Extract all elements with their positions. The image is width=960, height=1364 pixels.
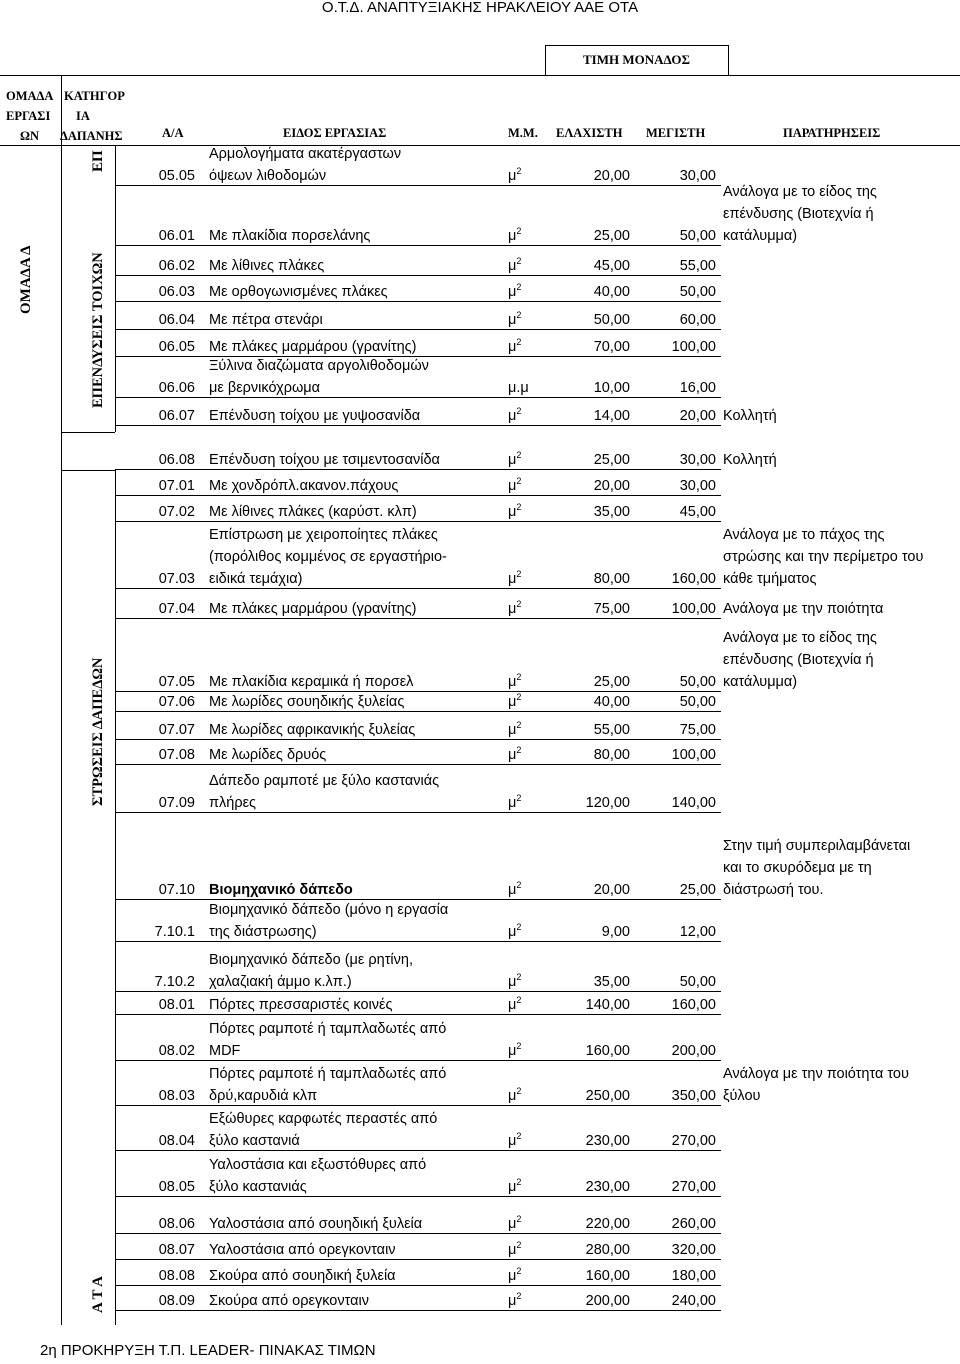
row-min-price: 55,00 xyxy=(593,722,630,738)
row-unit: $\mu^2$ xyxy=(508,1291,522,1309)
category-label: Α Τ Α xyxy=(90,1276,106,1314)
row-code: 07.02 xyxy=(158,504,195,520)
row-description: Πόρτες ραμποτέ ή ταμπλαδωτές από xyxy=(209,1066,447,1082)
row-description: Με πλακίδια πορσελάνης xyxy=(209,228,371,244)
row-code: 08.06 xyxy=(158,1216,195,1232)
row-unit: $\mu^2$ xyxy=(508,880,522,898)
row-description: Βιομηχανικό δάπεδο xyxy=(209,882,353,898)
row-unit: $\mu^2$ xyxy=(508,720,522,738)
row-min-price: 200,00 xyxy=(585,1293,630,1309)
row-min-price: 70,00 xyxy=(593,339,630,355)
row-description: Δάπεδο ραμποτέ με ξύλο καστανιάς xyxy=(209,773,440,789)
row-unit: $\mu^2$ xyxy=(508,1214,522,1232)
row-code: 08.02 xyxy=(158,1043,195,1059)
row-border xyxy=(115,275,721,276)
row-border xyxy=(115,245,721,246)
row-description: της διάστρωσης) xyxy=(209,924,317,940)
row-max-price: 25,00 xyxy=(679,882,716,898)
row-border xyxy=(115,739,721,740)
unit-superscript: 2 xyxy=(516,1266,522,1277)
row-description: πλήρες xyxy=(209,795,257,811)
row-min-price: 220,00 xyxy=(585,1216,630,1232)
row-border xyxy=(115,495,721,496)
col-notes-header: ΠΑΡΑΤΗΡΗΣΕΙΣ xyxy=(783,126,881,140)
row-min-price: 140,00 xyxy=(585,997,630,1013)
row-description: Σκούρα από σουηδική ξυλεία xyxy=(209,1268,396,1284)
row-min-price: 9,00 xyxy=(601,924,630,940)
unit-superscript: 2 xyxy=(516,569,522,580)
row-unit: $\mu^2$ xyxy=(508,599,522,617)
row-min-price: 20,00 xyxy=(593,478,630,494)
unit-superscript: 2 xyxy=(516,599,522,610)
row-max-price: 180,00 xyxy=(671,1268,716,1284)
price-group-header: ΤΙΜΗ ΜΟΝΑΔΟΣ xyxy=(583,52,690,67)
unit-superscript: 2 xyxy=(516,166,522,177)
row-description: ειδικά τεμάχια) xyxy=(209,571,303,587)
row-unit: $\mu^2$ xyxy=(508,1131,522,1149)
row-description: Με πλάκες μαρμάρου (γρανίτης) xyxy=(209,339,417,355)
row-max-price: 200,00 xyxy=(671,1043,716,1059)
row-notes: Κολλητή xyxy=(723,452,777,468)
row-border xyxy=(115,1196,721,1197)
row-unit: $\mu^2$ xyxy=(508,226,522,244)
row-code: 06.03 xyxy=(158,284,195,300)
row-unit: $\mu^2$ xyxy=(508,476,522,494)
row-min-price: 120,00 xyxy=(585,795,630,811)
row-code: 05.05 xyxy=(158,168,195,184)
col-category-header-line: ΚΑΤΗΓΟΡ xyxy=(64,89,125,103)
row-border xyxy=(115,691,721,692)
row-unit: $\mu^2$ xyxy=(508,745,522,763)
row-notes: επένδυσης (Βιοτεχνία ή xyxy=(723,206,874,222)
row-notes: Κολλητή xyxy=(723,408,777,424)
row-max-price: 50,00 xyxy=(679,284,716,300)
unit-superscript: 2 xyxy=(516,692,522,703)
row-max-price: 45,00 xyxy=(679,504,716,520)
row-notes: κατάλυμμα) xyxy=(723,674,798,690)
col-max-header: ΜΕΓΙΣΤΗ xyxy=(646,126,706,140)
row-border xyxy=(115,1060,721,1061)
row-notes: Ανάλογα με το πάχος της xyxy=(723,527,885,543)
category-label: ΣΤΡΩΣΕΙΣ ΔΑΠΕΔΩΝ xyxy=(90,657,106,807)
row-max-price: 160,00 xyxy=(671,571,716,587)
unit-superscript: 2 xyxy=(516,972,522,983)
row-border xyxy=(115,991,721,992)
row-unit: $\mu^2$ xyxy=(508,502,522,520)
row-border xyxy=(115,521,721,522)
row-border xyxy=(115,711,721,712)
row-border xyxy=(115,812,721,813)
row-description: ξύλο καστανιάς xyxy=(209,1179,307,1195)
row-max-price: 320,00 xyxy=(671,1242,716,1258)
row-description: Επίστρωση με χειροποίητες πλάκες xyxy=(209,527,438,543)
row-min-price: 25,00 xyxy=(593,674,630,690)
row-description: Πόρτες ραμποτέ ή ταμπλαδωτές από xyxy=(209,1021,447,1037)
unit-superscript: 2 xyxy=(516,880,522,891)
row-notes: Ανάλογα με το είδος της xyxy=(723,184,877,200)
row-code: 08.09 xyxy=(158,1293,195,1309)
category-separator xyxy=(61,432,115,433)
row-code: 06.04 xyxy=(158,312,195,328)
unit-superscript: 2 xyxy=(516,1291,522,1302)
row-min-price: 230,00 xyxy=(585,1133,630,1149)
row-code: 07.05 xyxy=(158,674,195,690)
row-max-price: 140,00 xyxy=(671,795,716,811)
row-description: Υαλοστάσια από ορεγκονταιν xyxy=(209,1242,396,1258)
row-code: 08.08 xyxy=(158,1268,195,1284)
category-label: ΕΠΕΝΔΥΣΕΙΣ ΤΟΙΧΩΝ xyxy=(90,252,106,408)
price-group-right-border xyxy=(728,45,729,75)
row-code: 08.07 xyxy=(158,1242,195,1258)
row-max-price: 20,00 xyxy=(679,408,716,424)
row-description: Με πλακίδια κεραμικά ή πορσελ xyxy=(209,674,414,690)
row-border xyxy=(115,397,721,398)
row-description: Με λωρίδες αφρικανικής ξυλείας xyxy=(209,722,416,738)
row-max-price: 100,00 xyxy=(671,601,716,617)
row-max-price: 50,00 xyxy=(679,674,716,690)
price-group-top-border xyxy=(545,45,728,46)
row-unit: $\mu^2$ xyxy=(508,282,522,300)
row-description: δρύ,καρυδιά κλπ xyxy=(209,1088,318,1104)
row-min-price: 160,00 xyxy=(585,1043,630,1059)
col-category-header-line: ΔΑΠΑΝΗΣ xyxy=(60,129,123,143)
row-unit: $\mu^2$ xyxy=(508,569,522,587)
row-max-price: 30,00 xyxy=(679,452,716,468)
row-unit: $\mu^2$ xyxy=(508,406,522,424)
row-notes: ξύλου xyxy=(723,1088,761,1104)
row-min-price: 280,00 xyxy=(585,1242,630,1258)
row-max-price: 100,00 xyxy=(671,339,716,355)
row-description: Με χονδρόπλ.ακανον.πάχους xyxy=(209,478,399,494)
unit-superscript: 2 xyxy=(516,720,522,731)
unit-superscript: 2 xyxy=(516,406,522,417)
unit-superscript: 2 xyxy=(516,1086,522,1097)
page-title: Ο.Τ.Δ. ΑΝΑΠΤΥΞΙΑΚΗΣ ΗΡΑΚΛΕΙΟΥ ΑΑΕ ΟΤΑ xyxy=(321,0,639,16)
row-min-price: 35,00 xyxy=(593,504,630,520)
unit-superscript: 2 xyxy=(516,1177,522,1188)
page-footer: 2η ΠΡΟΚΗΡΥΞΗ Τ.Π. LEADER- ΠΙΝΑΚΑΣ ΤΙΜΩΝ xyxy=(40,1342,376,1359)
row-border xyxy=(115,301,721,302)
row-notes: Ανάλογα με το είδος της xyxy=(723,630,877,646)
row-notes: και το σκυρόδεμα με τη xyxy=(723,860,872,876)
row-code: 08.03 xyxy=(158,1088,195,1104)
row-unit: $\mu^2$ xyxy=(508,972,522,990)
row-max-price: 50,00 xyxy=(679,694,716,710)
unit-superscript: 2 xyxy=(516,502,522,513)
col-category-header-line: ΙΑ xyxy=(76,109,90,123)
row-min-price: 160,00 xyxy=(585,1268,630,1284)
row-border xyxy=(115,941,721,942)
row-unit: $\mu^2$ xyxy=(508,166,522,184)
row-code: 07.01 xyxy=(158,478,195,494)
row-unit: μ.μ xyxy=(508,380,529,396)
category-label: ΕΠ xyxy=(90,150,106,172)
row-min-price: 50,00 xyxy=(593,312,630,328)
row-code: 08.01 xyxy=(158,997,195,1013)
row-border xyxy=(115,185,721,186)
col-unit-header: Μ.Μ. xyxy=(508,126,538,140)
row-border xyxy=(115,1014,721,1015)
row-notes: κάθε τμήματος xyxy=(723,571,817,587)
row-min-price: 25,00 xyxy=(593,228,630,244)
row-border xyxy=(115,425,721,426)
row-description: Επένδυση τοίχου με γυψοσανίδα xyxy=(209,408,421,424)
row-description: με βερνικόχρωμα xyxy=(209,380,321,396)
header-bottom-border xyxy=(0,145,960,146)
col-group-header xyxy=(6,86,53,146)
row-max-price: 240,00 xyxy=(671,1293,716,1309)
row-unit: $\mu^2$ xyxy=(508,256,522,274)
row-min-price: 20,00 xyxy=(593,882,630,898)
row-unit: $\mu^2$ xyxy=(508,310,522,328)
unit-superscript: 2 xyxy=(516,337,522,348)
row-code: 06.01 xyxy=(158,228,195,244)
row-notes: κατάλυμμα) xyxy=(723,228,798,244)
row-code: 07.08 xyxy=(158,747,195,763)
row-code: 7.10.2 xyxy=(154,974,195,990)
row-code: 06.08 xyxy=(158,452,195,468)
col-work-header: ΕΙΔΟΣ ΕΡΓΑΣΙΑΣ xyxy=(283,126,387,140)
row-border xyxy=(115,1150,721,1151)
row-border xyxy=(115,1105,721,1106)
group-label: ΟΜΑΔΑ Δ xyxy=(18,245,34,315)
row-border xyxy=(115,1233,721,1234)
row-max-price: 30,00 xyxy=(679,168,716,184)
row-unit: $\mu^2$ xyxy=(508,1086,522,1104)
row-code: 08.05 xyxy=(158,1179,195,1195)
row-max-price: 50,00 xyxy=(679,974,716,990)
row-border xyxy=(115,1259,721,1260)
row-notes: Στην τιμή συμπεριλαμβάνεται xyxy=(723,838,911,854)
row-border xyxy=(115,618,721,619)
row-min-price: 20,00 xyxy=(593,168,630,184)
row-unit: $\mu^2$ xyxy=(508,1266,522,1284)
row-min-price: 40,00 xyxy=(593,284,630,300)
row-min-price: 80,00 xyxy=(593,747,630,763)
row-unit: $\mu^2$ xyxy=(508,672,522,690)
row-description: Επένδυση τοίχου με τσιμεντοσανίδα xyxy=(209,452,440,468)
row-notes: Ανάλογα με την ποιότητα του xyxy=(723,1066,909,1082)
row-description: Με λίθινες πλάκες (καρύστ. κλπ) xyxy=(209,504,417,520)
row-border xyxy=(115,1285,721,1286)
unit-superscript: 2 xyxy=(516,450,522,461)
row-description: χαλαζιακή άμμο κ.λπ.) xyxy=(209,974,352,990)
row-max-price: 16,00 xyxy=(679,380,716,396)
row-description: Υαλοστάσια από σουηδική ξυλεία xyxy=(209,1216,423,1232)
row-unit: $\mu^2$ xyxy=(508,995,522,1013)
row-max-price: 160,00 xyxy=(671,997,716,1013)
row-code: 07.06 xyxy=(158,694,195,710)
col-group-header-line: ΩΝ xyxy=(20,129,40,143)
row-unit: $\mu^2$ xyxy=(508,1240,522,1258)
row-unit: $\mu^2$ xyxy=(508,692,522,710)
row-description: MDF xyxy=(209,1043,241,1059)
row-notes: Ανάλογα με την ποιότητα xyxy=(723,601,884,617)
row-code: 07.04 xyxy=(158,601,195,617)
row-min-price: 250,00 xyxy=(585,1088,630,1104)
row-description: Με ορθογωνισμένες πλάκες xyxy=(209,284,388,300)
row-unit: $\mu^2$ xyxy=(508,793,522,811)
row-code: 08.04 xyxy=(158,1133,195,1149)
col-group-header-line: ΟΜΑΔΑ xyxy=(6,89,54,103)
unit-superscript: 2 xyxy=(516,672,522,683)
row-border xyxy=(115,469,721,470)
row-description: Αρμολογήματα ακατέργαστων xyxy=(209,146,402,162)
unit-superscript: 2 xyxy=(516,282,522,293)
row-min-price: 80,00 xyxy=(593,571,630,587)
row-code: 7.10.1 xyxy=(154,924,195,940)
row-description: Με λωρίδες δρυός xyxy=(209,747,327,763)
row-description: Εξώθυρες καρφωτές περαστές από xyxy=(209,1111,438,1127)
row-min-price: 230,00 xyxy=(585,1179,630,1195)
unit-superscript: 2 xyxy=(516,995,522,1006)
row-max-price: 50,00 xyxy=(679,228,716,244)
row-max-price: 350,00 xyxy=(671,1088,716,1104)
unit-superscript: 2 xyxy=(516,1214,522,1225)
category-column-divider xyxy=(115,145,116,432)
row-border xyxy=(115,1310,721,1311)
row-notes: στρώσης και την περίμετρο του xyxy=(723,549,924,565)
unit-superscript: 2 xyxy=(516,310,522,321)
row-code: 07.10 xyxy=(158,882,195,898)
unit-superscript: 2 xyxy=(516,793,522,804)
row-max-price: 260,00 xyxy=(671,1216,716,1232)
row-max-price: 55,00 xyxy=(679,258,716,274)
col-min-header: ΕΛΑΧΙΣΤΗ xyxy=(556,126,623,140)
unit-superscript: 2 xyxy=(516,476,522,487)
row-max-price: 12,00 xyxy=(679,924,716,940)
row-description: ξύλο καστανιά xyxy=(209,1133,300,1149)
header-top-border xyxy=(0,75,960,76)
row-description: Με λωρίδες σουηδικής ξυλείας xyxy=(209,694,405,710)
row-description: Βιομηχανικό δάπεδο (με ρητίνη, xyxy=(209,952,413,968)
row-max-price: 60,00 xyxy=(679,312,716,328)
row-code: 06.02 xyxy=(158,258,195,274)
row-max-price: 100,00 xyxy=(671,747,716,763)
row-border xyxy=(115,329,721,330)
row-min-price: 10,00 xyxy=(593,380,630,396)
row-max-price: 30,00 xyxy=(679,478,716,494)
row-border xyxy=(115,588,721,589)
unit-superscript: 2 xyxy=(516,1240,522,1251)
row-description: Σκούρα από ορεγκονταιν xyxy=(209,1293,369,1309)
unit-superscript: 2 xyxy=(516,1041,522,1052)
row-unit: $\mu^2$ xyxy=(508,1041,522,1059)
row-code: 07.07 xyxy=(158,722,195,738)
row-description: όψεων λιθοδομών xyxy=(209,168,327,184)
row-border xyxy=(115,764,721,765)
row-unit: $\mu^2$ xyxy=(508,337,522,355)
row-min-price: 40,00 xyxy=(593,694,630,710)
row-max-price: 270,00 xyxy=(671,1133,716,1149)
row-unit: $\mu^2$ xyxy=(508,1177,522,1195)
row-description: Με λίθινες πλάκες xyxy=(209,258,325,274)
row-min-price: 14,00 xyxy=(593,408,630,424)
row-max-price: 75,00 xyxy=(679,722,716,738)
col-category-header xyxy=(60,86,125,146)
row-description: Πόρτες πρεσσαριστές κοινές xyxy=(209,997,393,1013)
group-column-divider xyxy=(61,75,62,1325)
unit-superscript: 2 xyxy=(516,226,522,237)
row-description: Με πλάκες μαρμάρου (γρανίτης) xyxy=(209,601,417,617)
row-code: 07.09 xyxy=(158,795,195,811)
row-min-price: 75,00 xyxy=(593,601,630,617)
row-code: 06.06 xyxy=(158,380,195,396)
row-code: 06.07 xyxy=(158,408,195,424)
row-notes: διάστρωσή του. xyxy=(723,882,824,898)
row-description: Βιομηχανικό δάπεδο (μόνο η εργασία xyxy=(209,902,449,918)
row-code: 06.05 xyxy=(158,339,195,355)
col-aa-header: Α/Α xyxy=(162,126,184,140)
row-unit: $\mu^2$ xyxy=(508,922,522,940)
category-separator xyxy=(61,470,115,471)
row-notes: επένδυσης (Βιοτεχνία ή xyxy=(723,652,874,668)
row-max-price: 270,00 xyxy=(671,1179,716,1195)
row-min-price: 45,00 xyxy=(593,258,630,274)
row-description: Υαλοστάσια και εξωστόθυρες από xyxy=(209,1157,427,1173)
col-group-header-line: ΕΡΓΑΣΙ xyxy=(6,109,51,123)
row-description: Με πέτρα στενάρι xyxy=(209,312,323,328)
row-code: 07.03 xyxy=(158,571,195,587)
unit-superscript: 2 xyxy=(516,745,522,756)
row-min-price: 35,00 xyxy=(593,974,630,990)
unit-superscript: 2 xyxy=(516,922,522,933)
unit-superscript: 2 xyxy=(516,1131,522,1142)
unit-superscript: 2 xyxy=(516,256,522,267)
row-unit: $\mu^2$ xyxy=(508,450,522,468)
row-description: (πορόλιθος κομμένος σε εργαστήριο- xyxy=(209,549,447,565)
row-min-price: 25,00 xyxy=(593,452,630,468)
row-description: Ξύλινα διαζώματα αργολιθοδομών xyxy=(209,358,429,374)
